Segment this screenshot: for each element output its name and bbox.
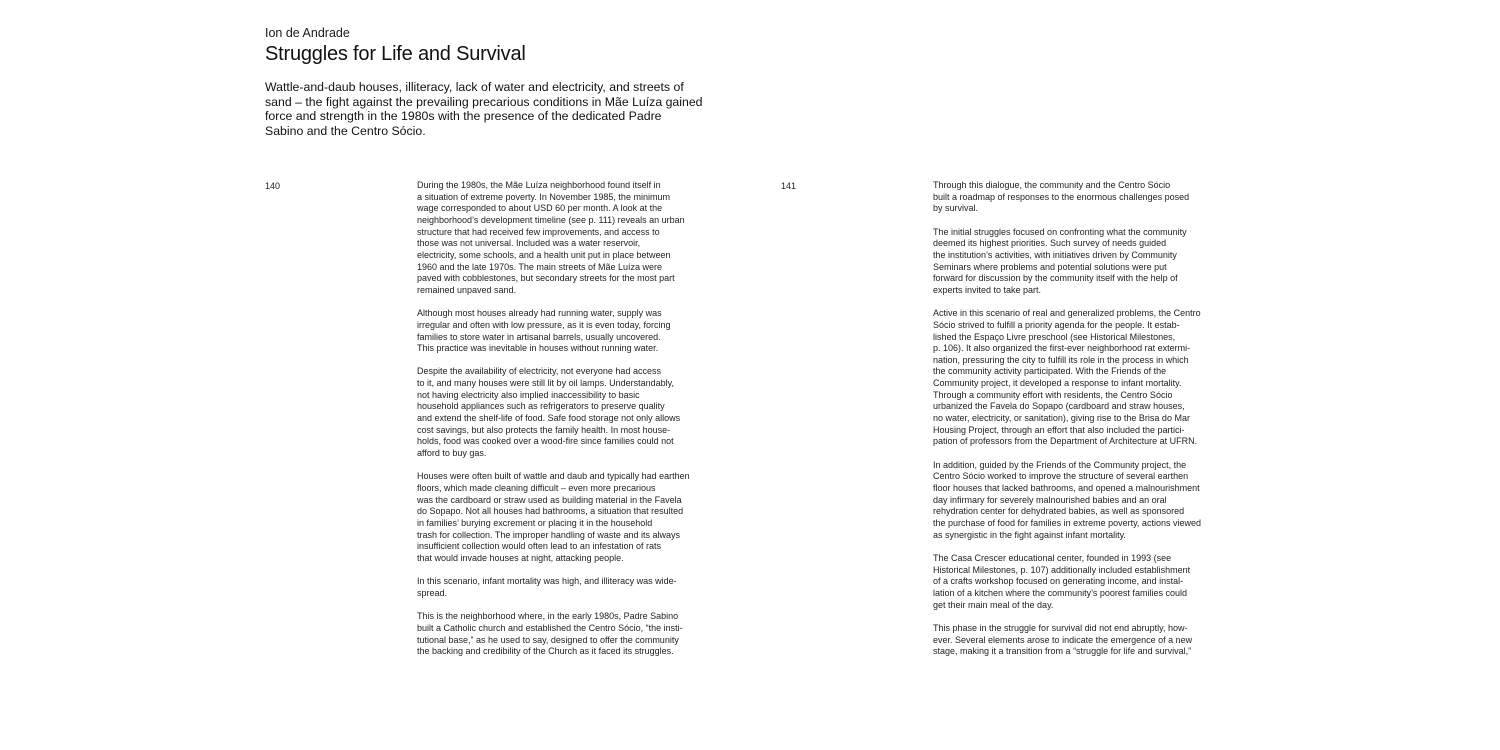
text-line: ever. Several elements arose to indicate the emergence of a new xyxy=(933,634,1193,645)
text-line: Housing Project, through an effort that also included the partici- xyxy=(933,424,1185,435)
lead-paragraph xyxy=(265,80,703,138)
text-line: afford to buy gas. xyxy=(417,448,487,459)
lead-line: force and strength in the 1980s with the presence of the dedicated Padre xyxy=(265,109,662,124)
text-line: paved with cobblestones, but secondary streets for the most part xyxy=(417,273,675,284)
text-line: do Sopapo. Not all houses had bathrooms, a situation that resulted xyxy=(417,506,684,517)
text-line: the backing and credibility of the Church as it faced its struggles. xyxy=(417,646,674,657)
text-line: Sócio strived to fulfill a priority agenda for the people. It estab- xyxy=(933,319,1180,330)
lead-line: Sabino and the Centro Sócio. xyxy=(265,123,426,138)
text-line: Although most houses already had running water, supply was xyxy=(417,308,662,319)
page-number-left: 140 xyxy=(265,181,281,191)
text-line: irregular and often with low pressure, as it is even today, forcing xyxy=(417,319,671,330)
text-line: cost savings, but also protects the family health. In most house- xyxy=(417,424,671,435)
text-line: This is the neighborhood where, in the early 1980s, Padre Sabino xyxy=(417,611,679,622)
text-line: Through this dialogue, the community and the Centro Sócio xyxy=(933,180,1171,190)
text-line: Centro Sócio worked to improve the structure of several earthen xyxy=(933,471,1189,482)
text-line: In this scenario, infant mortality was high, and illiteracy was wide- xyxy=(417,576,677,587)
text-line: The initial struggles focused on confronting what the community xyxy=(933,226,1187,237)
text-line: nation, pressuring the city to fulfill its role in the process in which xyxy=(933,354,1189,365)
body-column-right xyxy=(933,180,1223,669)
body-paragraph xyxy=(417,180,707,297)
text-line: Active in this scenario of real and generalized problems, the Centro xyxy=(933,308,1201,319)
text-line: household appliances such as refrigerators to preserve quality xyxy=(417,401,665,412)
lead-line: Wattle-and-daub houses, illiteracy, lack of water and electricity, and streets of xyxy=(265,80,684,94)
text-line: holds, food was cooked over a wood-fire since families could not xyxy=(417,436,674,447)
text-line: Seminars where problems and potential solutions were put xyxy=(933,261,1167,272)
text-line: of a crafts workshop focused on generating income, and instal- xyxy=(933,576,1184,587)
text-line: In addition, guided by the Friends of the Community project, the xyxy=(933,459,1187,470)
text-line: Historical Milestones, p. 107) additionally included establishment xyxy=(933,564,1191,575)
text-line: no water, electricity, or sanitation), giving rise to the Brisa do Mar xyxy=(933,413,1190,424)
text-line: and extend the shelf-life of food. Safe food storage not only allows xyxy=(417,413,681,424)
text-line: This phase in the struggle for survival did not end abruptly, how- xyxy=(933,622,1188,633)
text-line: The Casa Crescer educational center, founded in 1993 (see xyxy=(933,552,1172,563)
text-line: by survival. xyxy=(933,203,979,214)
body-column-left xyxy=(417,180,707,669)
body-paragraph xyxy=(933,227,1223,297)
article-title: Struggles for Life and Survival xyxy=(265,43,526,65)
text-line: Houses were often built of wattle and daub and typically had earthen xyxy=(417,471,690,482)
text-line: as synergistic in the fight against infant mortality. xyxy=(933,529,1126,540)
text-line: not having electricity also implied inaccessibility to basic xyxy=(417,389,640,400)
text-line: those was not universal. Included was a water reservoir, xyxy=(417,238,641,249)
text-line: floors, which made cleaning difficult – even more precarious xyxy=(417,483,656,494)
text-line: families to store water in artisanal barrels, usually uncovered. xyxy=(417,331,661,342)
text-line: structure that had received few improvements, and access to xyxy=(417,226,660,237)
text-line: tutional base,” as he used to say, designed to offer the community xyxy=(417,634,679,645)
body-paragraph xyxy=(417,611,707,658)
body-paragraph xyxy=(933,460,1223,542)
author-name: Ion de Andrade xyxy=(265,26,350,40)
text-line: p. 106). It also organized the first-ever neighborhood rat extermi- xyxy=(933,343,1191,354)
text-line: in families’ burying excrement or placing it in the household xyxy=(417,517,653,528)
text-line: remained unpaved sand. xyxy=(417,284,517,295)
text-line: lation of a kitchen where the community’s poorest families could xyxy=(933,587,1187,598)
text-line: neighborhood’s development timeline (see p. 111) reveals an urban xyxy=(417,214,685,225)
text-line: This practice was inevitable in houses without running water. xyxy=(417,343,659,354)
text-line: lished the Espaço Livre preschool (see Historical Milestones, xyxy=(933,331,1176,342)
text-line: floor houses that lacked bathrooms, and opened a malnourishment xyxy=(933,483,1200,494)
text-line: the community activity participated. With the Friends of the xyxy=(933,366,1167,377)
text-line: 1960 and the late 1970s. The main streets of Mãe Luíza were xyxy=(417,261,662,272)
body-paragraph xyxy=(417,576,707,599)
text-line: wage corresponded to about USD 60 per month. A look at the xyxy=(417,203,663,214)
text-line: Despite the availability of electricity, not everyone had access xyxy=(417,366,661,377)
body-paragraph xyxy=(933,180,1223,215)
text-line: a situation of extreme poverty. In November 1985, the minimum xyxy=(417,191,670,202)
text-line: spread. xyxy=(417,587,448,598)
text-line: get their main meal of the day. xyxy=(933,599,1054,610)
text-line: stage, making it a transition from a “struggle for life and survival,” xyxy=(933,646,1192,657)
text-line: rehydration center for dehydrated babies, as well as sponsored xyxy=(933,506,1185,517)
body-paragraph xyxy=(933,308,1223,448)
text-line: electricity, some schools, and a health unit put in place between xyxy=(417,249,671,260)
body-paragraph xyxy=(933,623,1223,658)
text-line: day infirmary for severely malnourished babies and an oral xyxy=(933,494,1167,505)
body-paragraph xyxy=(417,366,707,459)
text-line: forward for discussion by the community itself with the help of xyxy=(933,273,1178,284)
text-line: the purchase of food for families in extreme poverty, actions viewed xyxy=(933,517,1201,528)
body-paragraph xyxy=(417,308,707,355)
body-paragraph xyxy=(933,553,1223,611)
text-line: insufficient collection would often lead to an infestation of rats xyxy=(417,541,661,552)
text-line: urbanized the Favela do Sopapo (cardboard and straw houses, xyxy=(933,401,1185,412)
page-number-right: 141 xyxy=(781,181,797,191)
text-line: built a Catholic church and established the Centro Sócio, “the insti- xyxy=(417,622,683,633)
text-line: experts invited to take part. xyxy=(933,284,1042,295)
text-line: built a roadmap of responses to the enormous challenges posed xyxy=(933,191,1190,202)
text-line: the institution’s activities, with initiatives driven by Community xyxy=(933,249,1177,260)
text-line: pation of professors from the Department of Architecture at UFRN. xyxy=(933,436,1198,447)
text-line: to it, and many houses were still lit by oil lamps. Understandably, xyxy=(417,378,674,389)
text-line: was the cardboard or straw used as building material in the Favela xyxy=(417,494,682,505)
text-line: deemed its highest priorities. Such survey of needs guided xyxy=(933,238,1167,249)
text-line: trash for collection. The improper handling of waste and its always xyxy=(417,529,680,540)
text-line: Community project, it developed a response to infant mortality. xyxy=(933,378,1182,389)
body-paragraph xyxy=(417,471,707,564)
text-line: that would invade houses at night, attacking people. xyxy=(417,552,624,563)
text-line: Through a community effort with residents, the Centro Sócio xyxy=(933,389,1173,400)
text-line: During the 1980s, the Mãe Luíza neighborhood found itself in xyxy=(417,180,661,190)
lead-line: sand – the fight against the prevailing precarious conditions in Mãe Luíza gained xyxy=(265,94,703,109)
